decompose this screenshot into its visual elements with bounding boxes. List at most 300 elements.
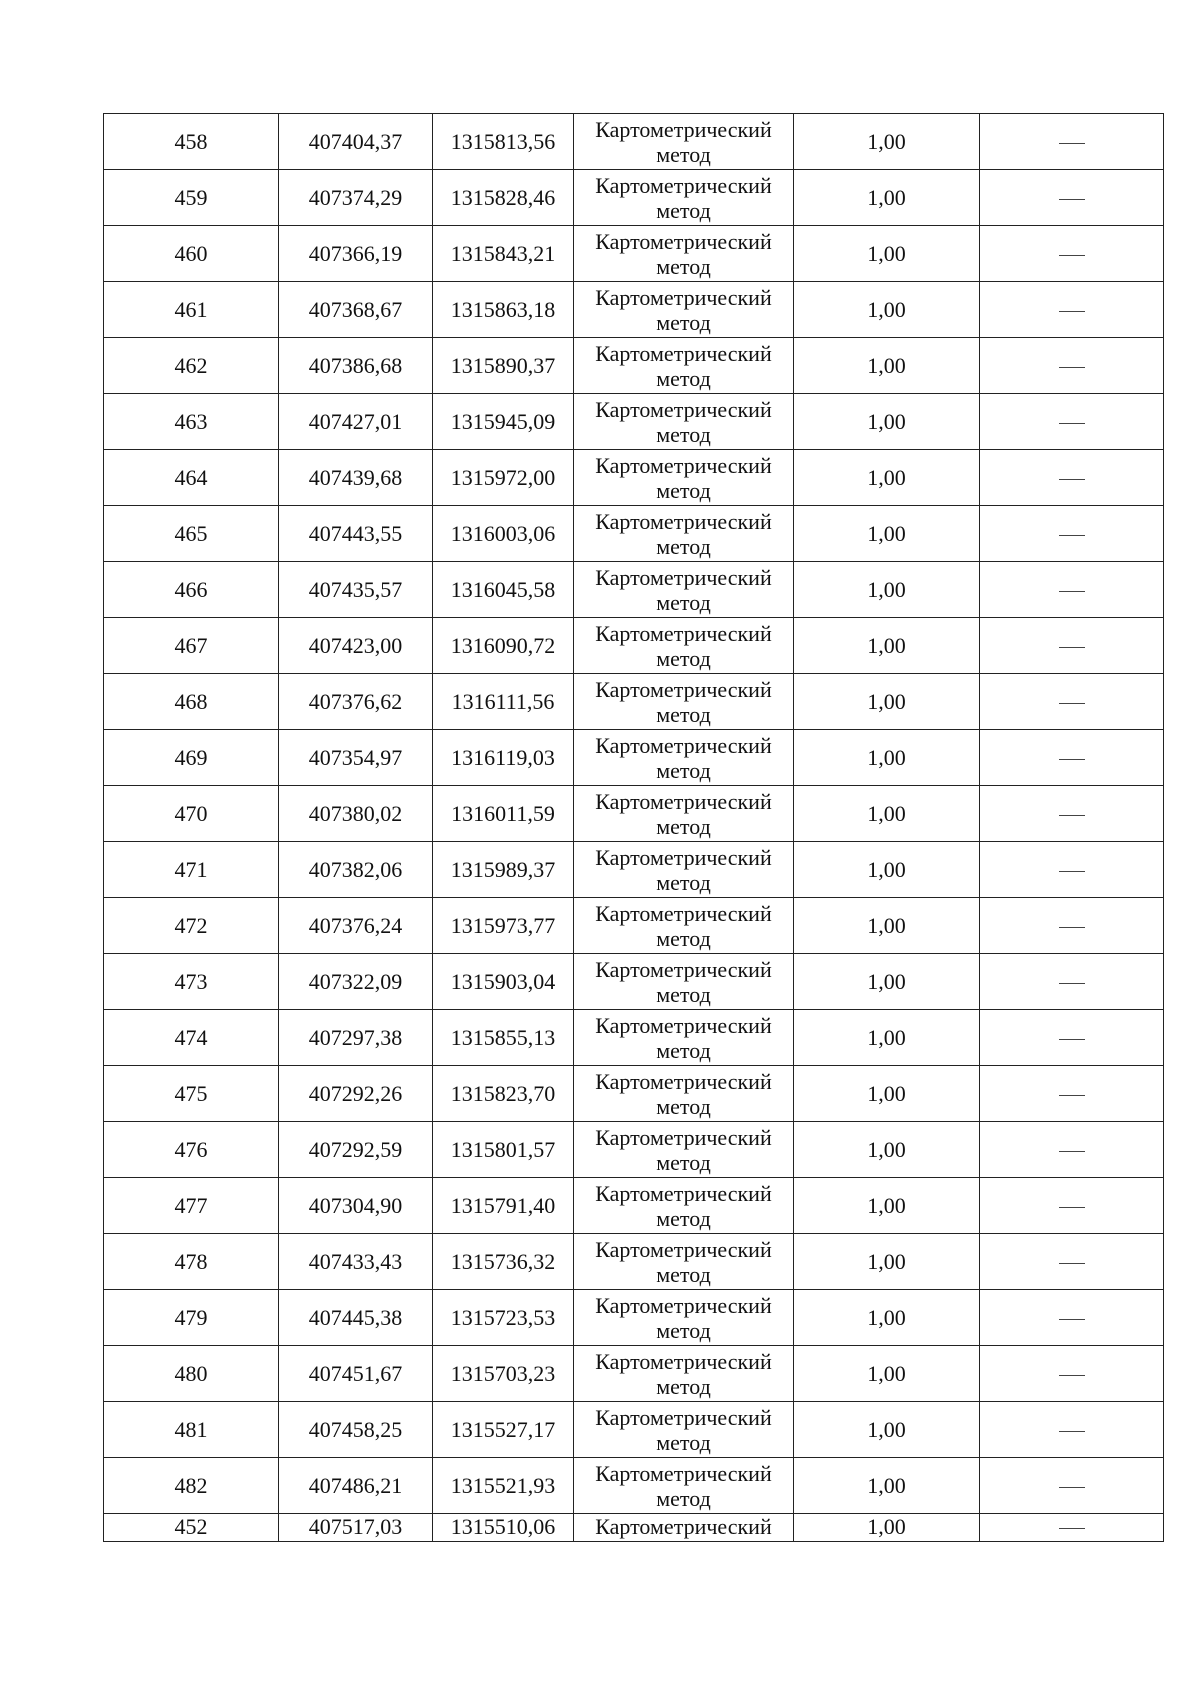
x-coordinate: 407368,67 bbox=[308, 296, 403, 322]
note-cell bbox=[980, 674, 1164, 730]
point-number: 469 bbox=[174, 744, 208, 770]
y-coordinate-cell bbox=[433, 1066, 574, 1122]
dash-mark bbox=[1059, 703, 1085, 704]
y-coordinate-cell bbox=[433, 170, 574, 226]
point-number: 465 bbox=[174, 520, 208, 546]
accuracy-value: 1,00 bbox=[867, 1416, 906, 1442]
y-coordinate: 1315973,77 bbox=[450, 912, 556, 938]
dash-mark bbox=[1059, 1207, 1085, 1208]
y-coordinate-cell bbox=[433, 1402, 574, 1458]
method-cell bbox=[574, 730, 794, 786]
x-coordinate: 407439,68 bbox=[308, 464, 403, 490]
point-number: 452 bbox=[174, 1514, 208, 1539]
dash-mark bbox=[1059, 255, 1085, 256]
method-cell bbox=[574, 618, 794, 674]
method-line-1: Картометрический bbox=[595, 620, 772, 646]
x-coordinate-cell bbox=[279, 1458, 433, 1514]
y-coordinate-cell bbox=[433, 898, 574, 954]
x-coordinate: 407404,37 bbox=[308, 128, 403, 154]
note-cell bbox=[980, 730, 1164, 786]
dash-mark bbox=[1059, 367, 1085, 368]
x-coordinate-cell bbox=[279, 562, 433, 618]
method-cell bbox=[574, 1402, 794, 1458]
x-coordinate: 407435,57 bbox=[308, 576, 403, 602]
table-row bbox=[104, 730, 1164, 786]
note-cell bbox=[980, 842, 1164, 898]
table-row bbox=[104, 786, 1164, 842]
table-row bbox=[104, 1402, 1164, 1458]
point-number-cell bbox=[104, 394, 279, 450]
point-number: 476 bbox=[174, 1136, 208, 1162]
accuracy-cell bbox=[794, 1290, 980, 1346]
method-line-2: метод bbox=[656, 701, 711, 727]
dash-mark bbox=[1059, 1095, 1085, 1096]
point-number-cell bbox=[104, 1178, 279, 1234]
accuracy-cell bbox=[794, 114, 980, 170]
y-coordinate: 1315801,57 bbox=[450, 1136, 556, 1162]
point-number-cell bbox=[104, 954, 279, 1010]
accuracy-cell bbox=[794, 1122, 980, 1178]
method-line-2: метод bbox=[656, 141, 711, 167]
accuracy-value: 1,00 bbox=[867, 464, 906, 490]
x-coordinate-cell bbox=[279, 394, 433, 450]
x-coordinate: 407451,67 bbox=[308, 1360, 403, 1386]
y-coordinate: 1315723,53 bbox=[450, 1304, 556, 1330]
method-cell bbox=[574, 282, 794, 338]
note-cell bbox=[980, 282, 1164, 338]
x-coordinate-cell bbox=[279, 674, 433, 730]
y-coordinate: 1315828,46 bbox=[450, 184, 556, 210]
y-coordinate-cell bbox=[433, 1290, 574, 1346]
point-number: 460 bbox=[174, 240, 208, 266]
y-coordinate-cell bbox=[433, 1122, 574, 1178]
x-coordinate: 407427,01 bbox=[308, 408, 403, 434]
y-coordinate: 1315903,04 bbox=[450, 968, 556, 994]
x-coordinate-cell bbox=[279, 506, 433, 562]
table-row bbox=[104, 282, 1164, 338]
point-number-cell bbox=[104, 506, 279, 562]
y-coordinate-cell bbox=[433, 338, 574, 394]
method-line-2: метод bbox=[656, 1093, 711, 1119]
x-coordinate-cell bbox=[279, 618, 433, 674]
dash-mark bbox=[1059, 591, 1085, 592]
y-coordinate-cell bbox=[433, 1458, 574, 1514]
accuracy-cell bbox=[794, 674, 980, 730]
y-coordinate-cell bbox=[433, 282, 574, 338]
x-coordinate: 407374,29 bbox=[308, 184, 403, 210]
method-line-2: метод bbox=[656, 309, 711, 335]
x-coordinate: 407386,68 bbox=[308, 352, 403, 378]
x-coordinate: 407423,00 bbox=[308, 632, 403, 658]
method-line-1: Картометрический bbox=[595, 452, 772, 478]
method-line-1: Картометрический bbox=[595, 172, 772, 198]
y-coordinate: 1315813,56 bbox=[450, 128, 556, 154]
table-row bbox=[104, 450, 1164, 506]
point-number: 480 bbox=[174, 1360, 208, 1386]
x-coordinate: 407304,90 bbox=[308, 1192, 403, 1218]
point-number-cell bbox=[104, 338, 279, 394]
accuracy-cell bbox=[794, 450, 980, 506]
accuracy-value: 1,00 bbox=[867, 184, 906, 210]
x-coordinate-cell bbox=[279, 898, 433, 954]
method-line-2: метод bbox=[656, 1149, 711, 1175]
x-coordinate: 407354,97 bbox=[308, 744, 403, 770]
point-number: 477 bbox=[174, 1192, 208, 1218]
note-cell bbox=[980, 1010, 1164, 1066]
dash-mark bbox=[1059, 1528, 1085, 1529]
accuracy-cell bbox=[794, 618, 980, 674]
y-coordinate: 1315510,06 bbox=[450, 1514, 556, 1539]
y-coordinate-cell bbox=[433, 786, 574, 842]
point-number-cell bbox=[104, 282, 279, 338]
method-cell bbox=[574, 394, 794, 450]
method-cell bbox=[574, 674, 794, 730]
x-coordinate: 407382,06 bbox=[308, 856, 403, 882]
method-line-1: Картометрический bbox=[595, 1404, 772, 1430]
method-line-2: метод bbox=[656, 1317, 711, 1343]
y-coordinate: 1316119,03 bbox=[451, 744, 555, 770]
accuracy-cell bbox=[794, 842, 980, 898]
point-number: 478 bbox=[174, 1248, 208, 1274]
point-number: 459 bbox=[174, 184, 208, 210]
y-coordinate: 1315521,93 bbox=[450, 1472, 556, 1498]
y-coordinate-cell bbox=[433, 394, 574, 450]
point-number-cell bbox=[104, 674, 279, 730]
point-number: 482 bbox=[174, 1472, 208, 1498]
y-coordinate-cell bbox=[433, 1178, 574, 1234]
dash-mark bbox=[1059, 199, 1085, 200]
note-cell bbox=[980, 114, 1164, 170]
accuracy-value: 1,00 bbox=[867, 296, 906, 322]
point-number-cell bbox=[104, 1402, 279, 1458]
dash-mark bbox=[1059, 759, 1085, 760]
note-cell bbox=[980, 1234, 1164, 1290]
point-number-cell bbox=[104, 226, 279, 282]
x-coordinate-cell bbox=[279, 114, 433, 170]
accuracy-value: 1,00 bbox=[867, 240, 906, 266]
y-coordinate: 1316111,56 bbox=[451, 688, 555, 714]
table-row bbox=[104, 954, 1164, 1010]
point-number: 471 bbox=[174, 856, 208, 882]
table-row bbox=[104, 674, 1164, 730]
method-line-2: метод bbox=[656, 365, 711, 391]
x-coordinate: 407292,59 bbox=[308, 1136, 403, 1162]
note-cell bbox=[980, 1514, 1164, 1542]
accuracy-value: 1,00 bbox=[867, 1360, 906, 1386]
accuracy-cell bbox=[794, 786, 980, 842]
y-coordinate-cell bbox=[433, 506, 574, 562]
table-row bbox=[104, 170, 1164, 226]
y-coordinate: 1315791,40 bbox=[450, 1192, 556, 1218]
note-cell bbox=[980, 1458, 1164, 1514]
point-number: 473 bbox=[174, 968, 208, 994]
y-coordinate: 1316045,58 bbox=[450, 576, 556, 602]
accuracy-value: 1,00 bbox=[867, 968, 906, 994]
table-row bbox=[104, 898, 1164, 954]
method-cell bbox=[574, 170, 794, 226]
accuracy-cell bbox=[794, 898, 980, 954]
dash-mark bbox=[1059, 983, 1085, 984]
method-line-2: метод bbox=[656, 645, 711, 671]
table-row bbox=[104, 1290, 1164, 1346]
y-coordinate: 1315890,37 bbox=[450, 352, 556, 378]
point-number: 470 bbox=[174, 800, 208, 826]
point-number: 458 bbox=[174, 128, 208, 154]
x-coordinate-cell bbox=[279, 450, 433, 506]
note-cell bbox=[980, 1066, 1164, 1122]
point-number-cell bbox=[104, 1514, 279, 1542]
table-row bbox=[104, 226, 1164, 282]
accuracy-value: 1,00 bbox=[867, 352, 906, 378]
dash-mark bbox=[1059, 815, 1085, 816]
dash-mark bbox=[1059, 1431, 1085, 1432]
method-cell bbox=[574, 1346, 794, 1402]
method-cell bbox=[574, 842, 794, 898]
accuracy-value: 1,00 bbox=[867, 1080, 906, 1106]
x-coordinate-cell bbox=[279, 954, 433, 1010]
x-coordinate: 407297,38 bbox=[308, 1024, 403, 1050]
table-row bbox=[104, 1178, 1164, 1234]
y-coordinate-cell bbox=[433, 226, 574, 282]
y-coordinate-cell bbox=[433, 954, 574, 1010]
method-line-1: Картометрический bbox=[595, 1348, 772, 1374]
dash-mark bbox=[1059, 535, 1085, 536]
method-line-2: метод bbox=[656, 813, 711, 839]
y-coordinate: 1315863,18 bbox=[450, 296, 556, 322]
x-coordinate: 407292,26 bbox=[308, 1080, 403, 1106]
accuracy-cell bbox=[794, 1346, 980, 1402]
accuracy-cell bbox=[794, 1458, 980, 1514]
note-cell bbox=[980, 226, 1164, 282]
x-coordinate: 407486,21 bbox=[308, 1472, 403, 1498]
point-number-cell bbox=[104, 1234, 279, 1290]
accuracy-value: 1,00 bbox=[867, 912, 906, 938]
method-line-1: Картометрический bbox=[595, 1180, 772, 1206]
dash-mark bbox=[1059, 927, 1085, 928]
accuracy-value: 1,00 bbox=[867, 1472, 906, 1498]
method-line-2: метод bbox=[656, 981, 711, 1007]
y-coordinate-cell bbox=[433, 1010, 574, 1066]
method-line-1: Картометрический bbox=[595, 956, 772, 982]
method-line-1: Картометрический bbox=[595, 340, 772, 366]
x-coordinate-cell bbox=[279, 170, 433, 226]
x-coordinate-cell bbox=[279, 730, 433, 786]
table-row bbox=[104, 338, 1164, 394]
method-cell bbox=[574, 1290, 794, 1346]
point-number-cell bbox=[104, 842, 279, 898]
method-cell bbox=[574, 1458, 794, 1514]
method-cell bbox=[574, 1010, 794, 1066]
method-line-1: Картометрический bbox=[595, 844, 772, 870]
y-coordinate-cell bbox=[433, 450, 574, 506]
point-number: 474 bbox=[174, 1024, 208, 1050]
method-cell bbox=[574, 1178, 794, 1234]
accuracy-cell bbox=[794, 730, 980, 786]
note-cell bbox=[980, 786, 1164, 842]
method-line-1: Картометрический bbox=[595, 1236, 772, 1262]
method-line-2: метод bbox=[656, 1261, 711, 1287]
table-row bbox=[104, 1066, 1164, 1122]
accuracy-value: 1,00 bbox=[867, 1136, 906, 1162]
x-coordinate-cell bbox=[279, 842, 433, 898]
accuracy-value: 1,00 bbox=[867, 576, 906, 602]
accuracy-cell bbox=[794, 1402, 980, 1458]
point-number-cell bbox=[104, 898, 279, 954]
method-line-2: метод bbox=[656, 1205, 711, 1231]
x-coordinate-cell bbox=[279, 786, 433, 842]
dash-mark bbox=[1059, 1039, 1085, 1040]
dash-mark bbox=[1059, 479, 1085, 480]
point-number: 462 bbox=[174, 352, 208, 378]
method-cell bbox=[574, 562, 794, 618]
table-row bbox=[104, 394, 1164, 450]
accuracy-value: 1,00 bbox=[867, 1514, 906, 1539]
x-coordinate-cell bbox=[279, 1402, 433, 1458]
y-coordinate: 1316090,72 bbox=[450, 632, 556, 658]
method-cell bbox=[574, 1122, 794, 1178]
note-cell bbox=[980, 1290, 1164, 1346]
accuracy-value: 1,00 bbox=[867, 688, 906, 714]
dash-mark bbox=[1059, 1375, 1085, 1376]
point-number-cell bbox=[104, 1346, 279, 1402]
note-cell bbox=[980, 450, 1164, 506]
method-line-2: метод bbox=[656, 1485, 711, 1511]
accuracy-value: 1,00 bbox=[867, 1024, 906, 1050]
method-cell bbox=[574, 226, 794, 282]
note-cell bbox=[980, 898, 1164, 954]
dash-mark bbox=[1059, 1263, 1085, 1264]
note-cell bbox=[980, 562, 1164, 618]
x-coordinate-cell bbox=[279, 1010, 433, 1066]
method-line-1: Картометрический bbox=[595, 396, 772, 422]
y-coordinate: 1315945,09 bbox=[450, 408, 556, 434]
method-cell bbox=[574, 954, 794, 1010]
accuracy-cell bbox=[794, 506, 980, 562]
table-row bbox=[104, 506, 1164, 562]
method-line-2: метод bbox=[656, 1429, 711, 1455]
note-cell bbox=[980, 954, 1164, 1010]
note-cell bbox=[980, 1122, 1164, 1178]
x-coordinate: 407322,09 bbox=[308, 968, 403, 994]
method-line-1: Картометрический bbox=[595, 564, 772, 590]
method-line-1: Картометрический bbox=[595, 508, 772, 534]
y-coordinate: 1315855,13 bbox=[450, 1024, 556, 1050]
x-coordinate-cell bbox=[279, 226, 433, 282]
x-coordinate-cell bbox=[279, 1178, 433, 1234]
method-line-1: Картометрический bbox=[595, 676, 772, 702]
method-line-2: метод bbox=[656, 477, 711, 503]
table-row bbox=[104, 1346, 1164, 1402]
method-cell bbox=[574, 1514, 794, 1542]
accuracy-cell bbox=[794, 954, 980, 1010]
y-coordinate: 1316011,59 bbox=[451, 800, 555, 826]
table-row bbox=[104, 842, 1164, 898]
method-line-1: Картометрический bbox=[595, 1460, 772, 1486]
method-line-1: Картометрический bbox=[595, 1514, 772, 1539]
method-line-1: Картометрический bbox=[595, 1012, 772, 1038]
y-coordinate-cell bbox=[433, 618, 574, 674]
x-coordinate-cell bbox=[279, 1066, 433, 1122]
dash-mark bbox=[1059, 311, 1085, 312]
accuracy-value: 1,00 bbox=[867, 128, 906, 154]
table-row bbox=[104, 1514, 1164, 1542]
accuracy-cell bbox=[794, 394, 980, 450]
accuracy-cell bbox=[794, 1514, 980, 1542]
x-coordinate-cell bbox=[279, 282, 433, 338]
y-coordinate: 1315736,32 bbox=[450, 1248, 556, 1274]
x-coordinate-cell bbox=[279, 338, 433, 394]
accuracy-cell bbox=[794, 1010, 980, 1066]
point-number: 466 bbox=[174, 576, 208, 602]
y-coordinate-cell bbox=[433, 114, 574, 170]
point-number-cell bbox=[104, 1010, 279, 1066]
x-coordinate: 407380,02 bbox=[308, 800, 403, 826]
method-cell bbox=[574, 786, 794, 842]
y-coordinate-cell bbox=[433, 674, 574, 730]
accuracy-cell bbox=[794, 226, 980, 282]
method-line-1: Картометрический bbox=[595, 284, 772, 310]
dash-mark bbox=[1059, 871, 1085, 872]
y-coordinate-cell bbox=[433, 1234, 574, 1290]
method-cell bbox=[574, 114, 794, 170]
table-row bbox=[104, 1010, 1164, 1066]
x-coordinate: 407458,25 bbox=[308, 1416, 403, 1442]
method-line-1: Картометрический bbox=[595, 900, 772, 926]
note-cell bbox=[980, 394, 1164, 450]
x-coordinate: 407366,19 bbox=[308, 240, 403, 266]
y-coordinate-cell bbox=[433, 842, 574, 898]
dash-mark bbox=[1059, 143, 1085, 144]
accuracy-value: 1,00 bbox=[867, 408, 906, 434]
y-coordinate: 1315972,00 bbox=[450, 464, 556, 490]
method-line-2: метод bbox=[656, 1037, 711, 1063]
point-number-cell bbox=[104, 562, 279, 618]
method-cell bbox=[574, 450, 794, 506]
table-row bbox=[104, 562, 1164, 618]
point-number: 464 bbox=[174, 464, 208, 490]
method-line-2: метод bbox=[656, 925, 711, 951]
accuracy-value: 1,00 bbox=[867, 856, 906, 882]
method-cell bbox=[574, 506, 794, 562]
note-cell bbox=[980, 1178, 1164, 1234]
table-row bbox=[104, 1458, 1164, 1514]
x-coordinate: 407376,24 bbox=[308, 912, 403, 938]
x-coordinate: 407443,55 bbox=[308, 520, 403, 546]
note-cell bbox=[980, 1346, 1164, 1402]
table-row bbox=[104, 114, 1164, 170]
method-line-1: Картометрический bbox=[595, 732, 772, 758]
method-cell bbox=[574, 1066, 794, 1122]
coordinates-table bbox=[103, 113, 1164, 1542]
x-coordinate: 407433,43 bbox=[308, 1248, 403, 1274]
accuracy-value: 1,00 bbox=[867, 1304, 906, 1330]
accuracy-cell bbox=[794, 1066, 980, 1122]
point-number: 481 bbox=[174, 1416, 208, 1442]
x-coordinate-cell bbox=[279, 1290, 433, 1346]
y-coordinate-cell bbox=[433, 1346, 574, 1402]
accuracy-cell bbox=[794, 1234, 980, 1290]
table-row bbox=[104, 1122, 1164, 1178]
point-number-cell bbox=[104, 1066, 279, 1122]
method-line-1: Картометрический bbox=[595, 228, 772, 254]
x-coordinate: 407517,03 bbox=[308, 1514, 403, 1539]
accuracy-cell bbox=[794, 562, 980, 618]
note-cell bbox=[980, 170, 1164, 226]
point-number: 467 bbox=[174, 632, 208, 658]
y-coordinate-cell bbox=[433, 730, 574, 786]
method-cell bbox=[574, 338, 794, 394]
method-line-1: Картометрический bbox=[595, 116, 772, 142]
